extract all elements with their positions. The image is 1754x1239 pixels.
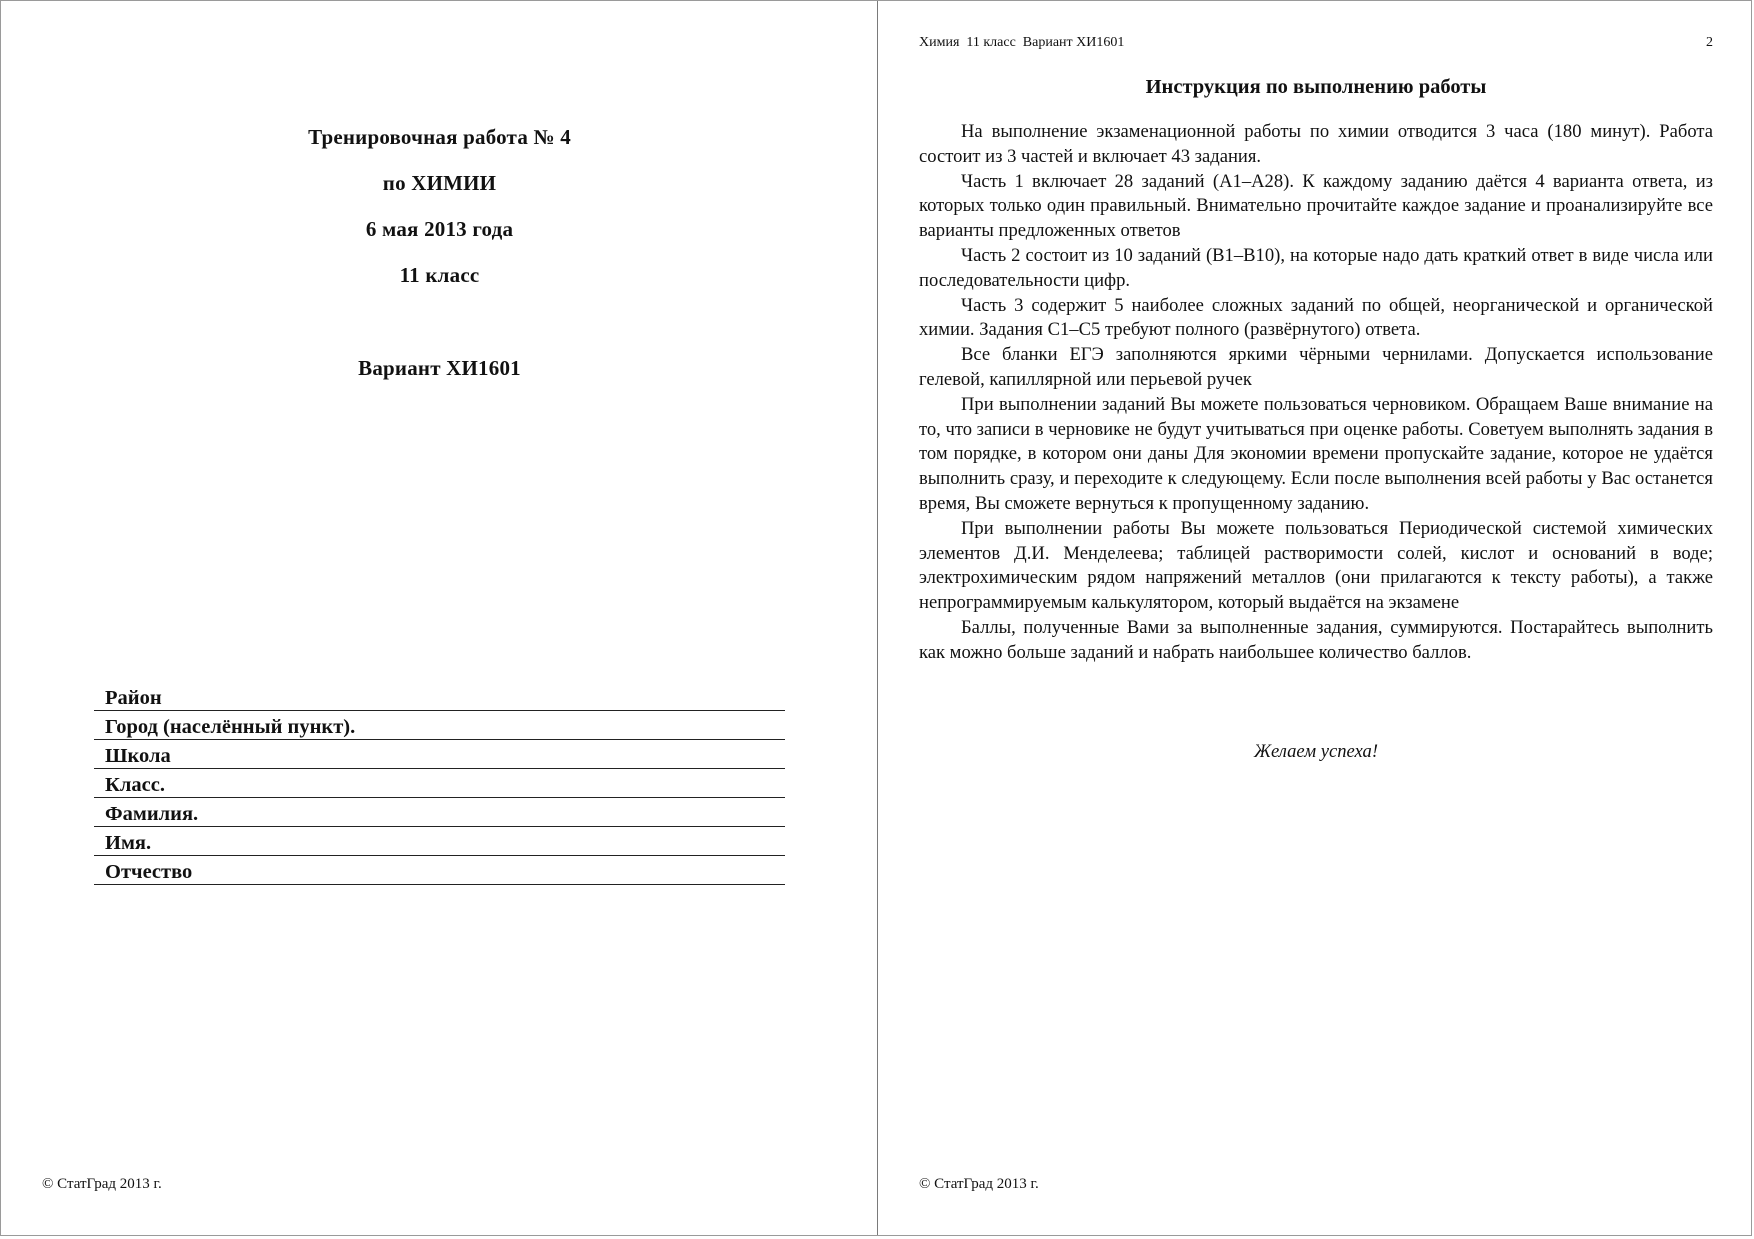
instructions-paragraph: На выполнение экзаменационной работы по химии отводится 3 часа (180 минут). Работа состоит из 3 частей и включает 43 задания.: [919, 121, 1713, 167]
form-field-label: Класс.: [105, 774, 165, 796]
form-field-label: Район: [105, 687, 162, 709]
instructions-paragraph: Баллы, полученные Вами за выполненные задания, суммируются. Постарайтесь выполнить как можно больше заданий и набрать наибольшее количество баллов.: [919, 616, 1713, 663]
form-field-class[interactable]: [94, 769, 785, 798]
instructions-page: [878, 1, 1753, 1235]
form-field-label: Фамилия.: [105, 803, 199, 825]
cover-date: 6 мая 2013 года: [365, 217, 514, 241]
form-field-label: Школа: [105, 745, 171, 767]
form-field-label: Отчество: [105, 861, 193, 883]
cover-variant: Вариант ХИ1601: [358, 356, 521, 380]
form-field-city[interactable]: [94, 711, 785, 740]
form-field-district[interactable]: [94, 682, 785, 711]
instructions-paragraph: Часть 3 содержит 5 наиболее сложных заданий по общей, неорганической и органической химии. Задания С1–С5 требуют полного (развёрнутого) ответа.: [919, 294, 1713, 341]
form-field-label: Имя.: [105, 832, 152, 854]
cover-title: Тренировочная работа № 4: [308, 125, 571, 149]
instructions-title: Инструкция по выполнению работы: [1145, 76, 1487, 98]
form-field-patronymic[interactable]: [94, 856, 785, 885]
instructions-paragraph: Все бланки ЕГЭ заполняются яркими чёрными чернилами. Допускается использование гелевой, капиллярной или перьевой ручек: [919, 344, 1713, 390]
form-field-surname[interactable]: [94, 798, 785, 827]
right-footer-copyright: © СтатГрад 2013 г.: [919, 1176, 1039, 1192]
instructions-paragraph: При выполнении заданий Вы можете пользоваться черновиком. Обращаем Ваше внимание на то, что записи в черновике не будут учитываться при оценке работы. Советуем выполнять задания в том порядке, в котором они даны Для экономии времени пропускайте задание, которое не удаётся выполнить сразу, и переходите к следующему. Если после выполнения всей работы у Вас останется время, Вы сможете вернуться к пропущенному заданию.: [919, 393, 1713, 514]
page-number: 2: [1706, 35, 1713, 50]
student-info-form: [94, 682, 785, 885]
running-head: Химия 11 класс Вариант ХИ1601: [919, 35, 1125, 50]
form-field-label: Город (населённый пункт).: [105, 716, 356, 738]
cover-grade: 11 класс: [399, 263, 480, 287]
instructions-body: [919, 120, 1713, 666]
form-field-name[interactable]: [94, 827, 785, 856]
form-field-school[interactable]: [94, 740, 785, 769]
cover-page: [1, 1, 878, 1235]
closing-wish: Желаем успеха!: [1253, 741, 1379, 762]
instructions-paragraph: При выполнении работы Вы можете пользоваться Периодической системой химических элементов Д.И. Менделеева; таблицей растворимости солей, кислот и оснований в воде; электрохимическим рядом напряжений металлов (они прилагаются к тексту работы), а также непрограммируемым калькулятором, который выдаётся на экзамене: [919, 517, 1713, 614]
cover-subject: по ХИМИИ: [382, 171, 497, 195]
instructions-paragraph: Часть 2 состоит из 10 заданий (В1–В10), на которые надо дать краткий ответ в виде числа или последовательности цифр.: [919, 244, 1713, 291]
left-footer-copyright: © СтатГрад 2013 г.: [42, 1176, 162, 1192]
instructions-paragraph: Часть 1 включает 28 заданий (А1–А28). К каждому заданию даётся 4 варианта ответа, из которых только один правильный. Внимательно прочитайте каждое задание и проанализируйте все варианты предложенных ответов: [919, 170, 1713, 242]
